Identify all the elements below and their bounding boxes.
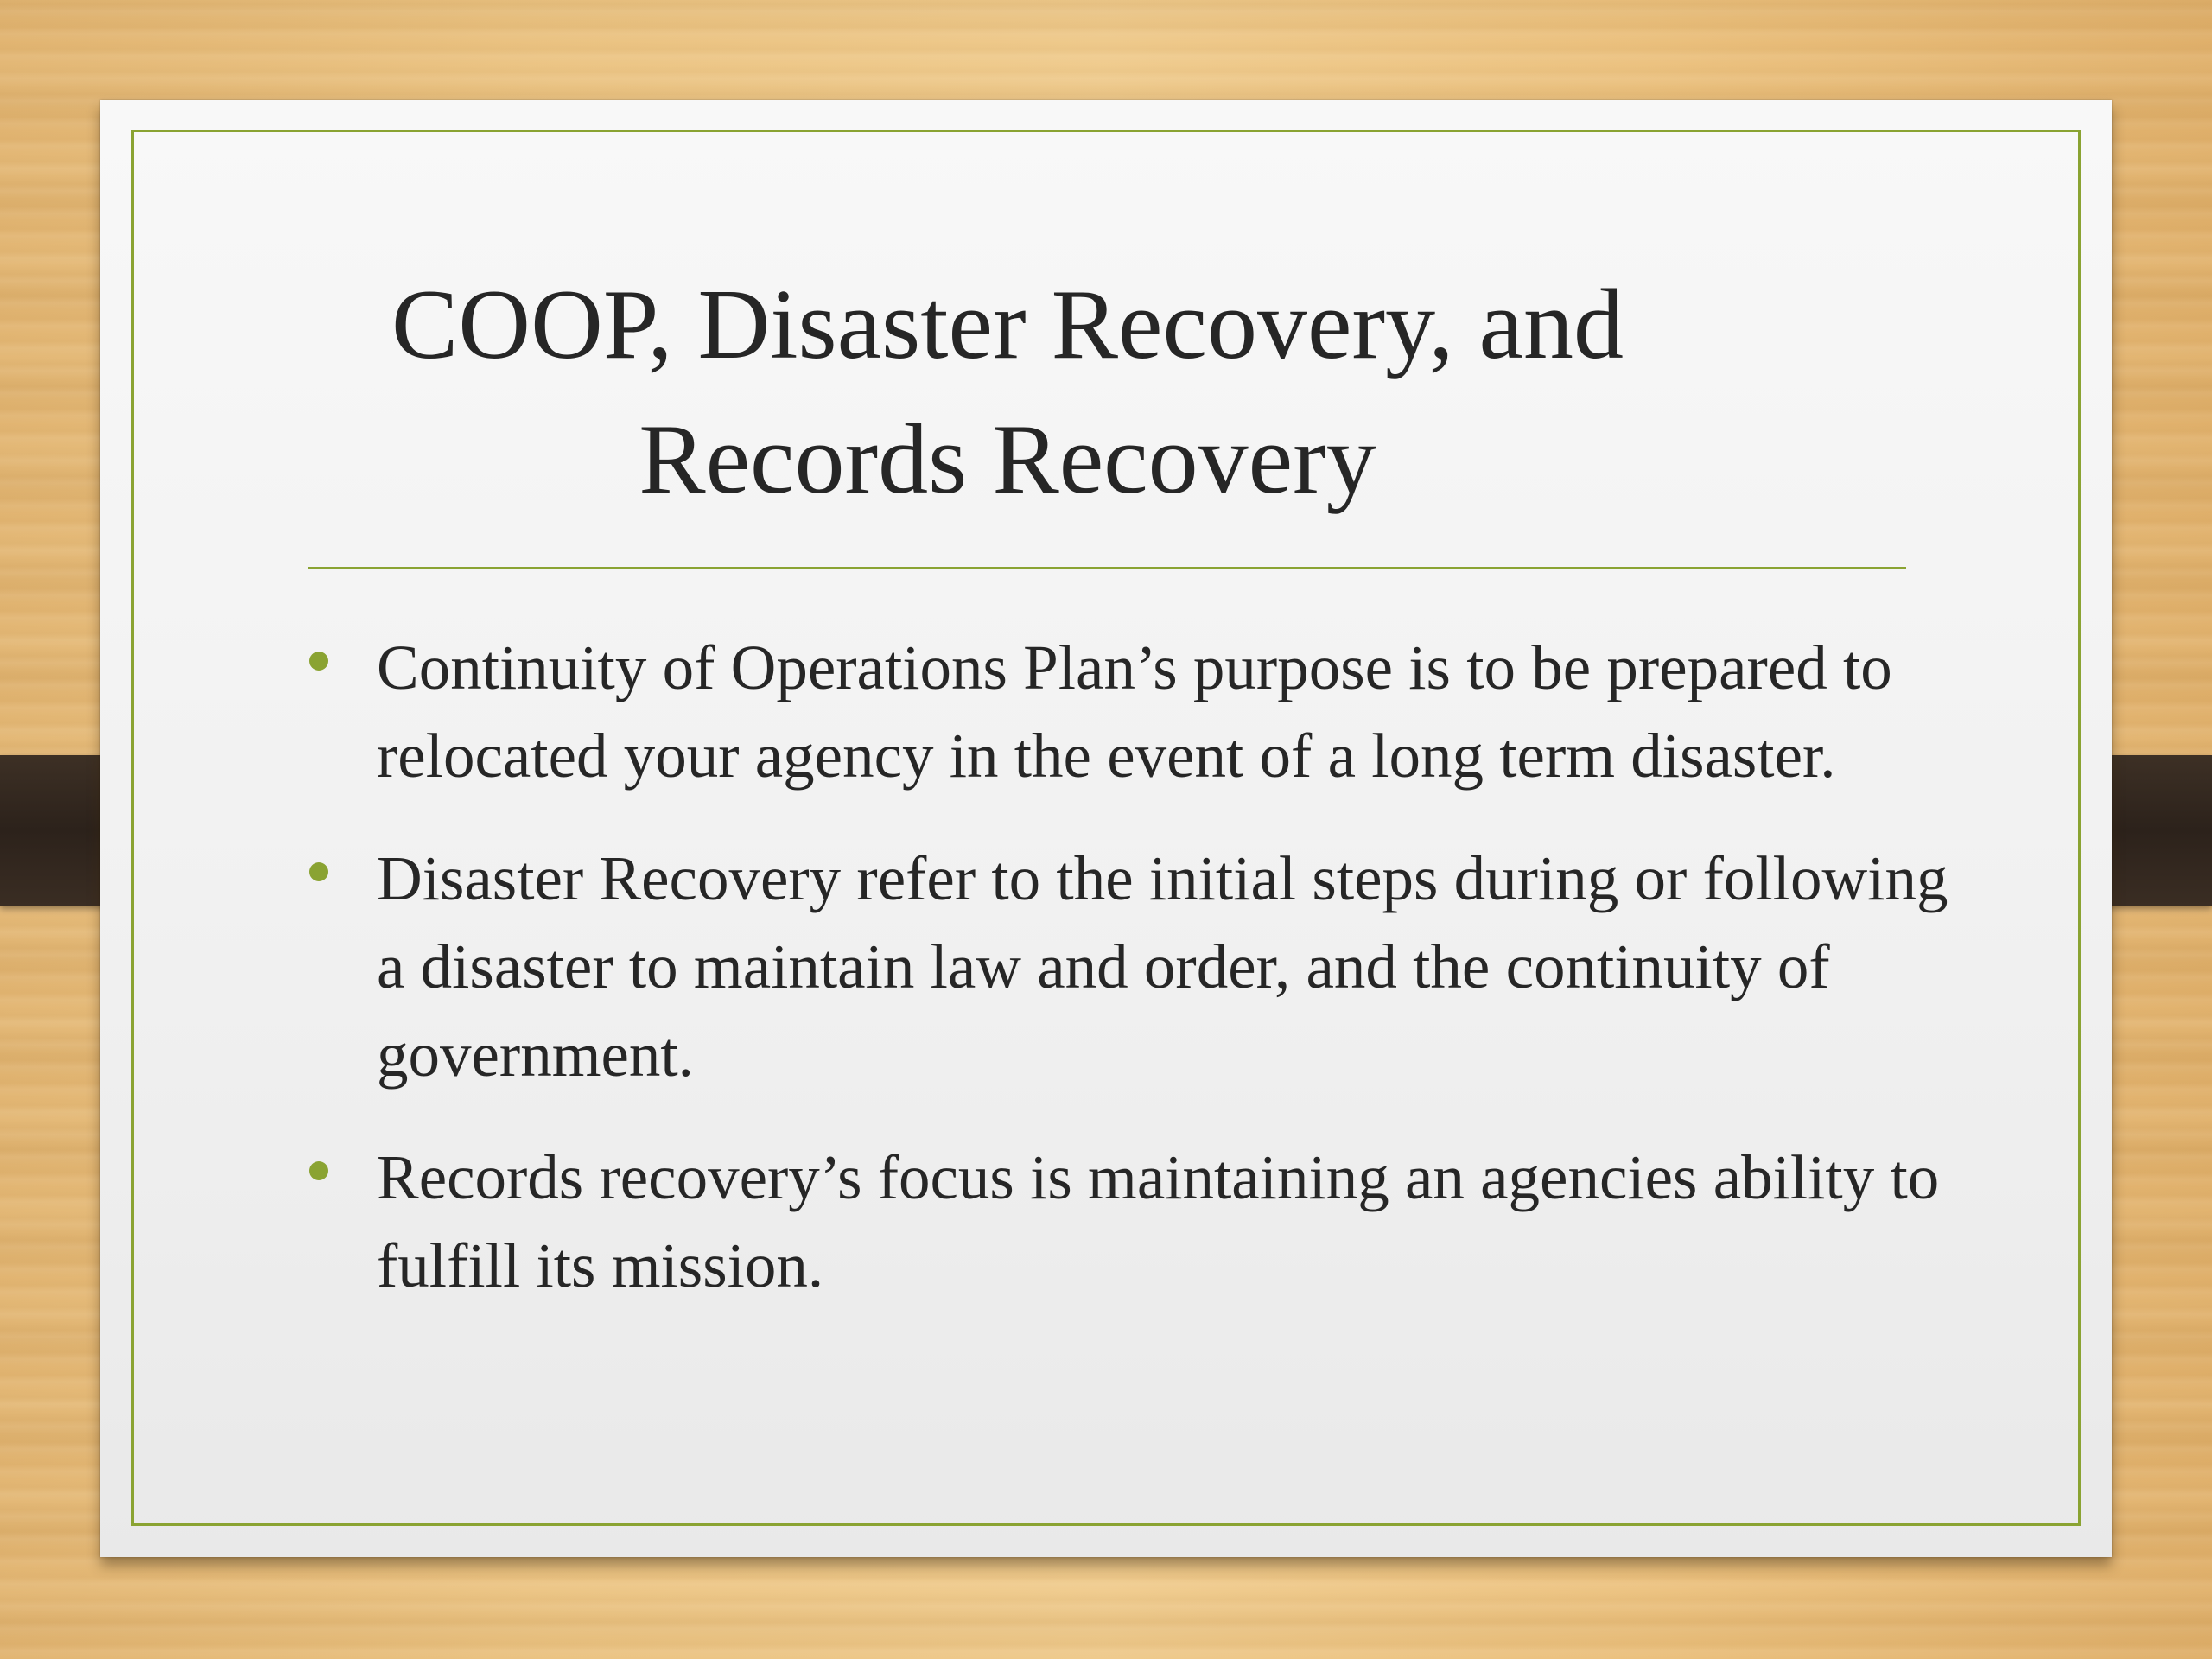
bullet-text: Disaster Recovery refer to the initial steps during or following a disaster to maintain law and order, and the continuity of government. bbox=[377, 843, 1948, 1090]
bullet-item-coop bbox=[308, 624, 1967, 800]
bullet-item-disaster-recovery bbox=[308, 835, 1967, 1099]
bullet-list bbox=[308, 624, 1967, 1344]
bullet-text: Continuity of Operations Plan’s purpose is to be prepared to relocated your agency in the event of a long term disaster. bbox=[377, 632, 1892, 791]
bullet-text: Records recovery’s focus is maintaining an agencies ability to fulfill its mission. bbox=[377, 1142, 1940, 1300]
slide-title bbox=[299, 257, 1716, 527]
bullet-item-records-recovery bbox=[308, 1134, 1967, 1310]
slide-title-line-1: COOP, Disaster Recovery, and bbox=[391, 270, 1624, 380]
slide-card bbox=[100, 100, 2112, 1557]
slide-title-line-2: Records Recovery bbox=[639, 404, 1376, 515]
bullet-dot-icon bbox=[309, 1161, 328, 1180]
bullet-dot-icon bbox=[309, 862, 328, 881]
bullet-dot-icon bbox=[309, 652, 328, 671]
title-divider bbox=[308, 567, 1906, 569]
